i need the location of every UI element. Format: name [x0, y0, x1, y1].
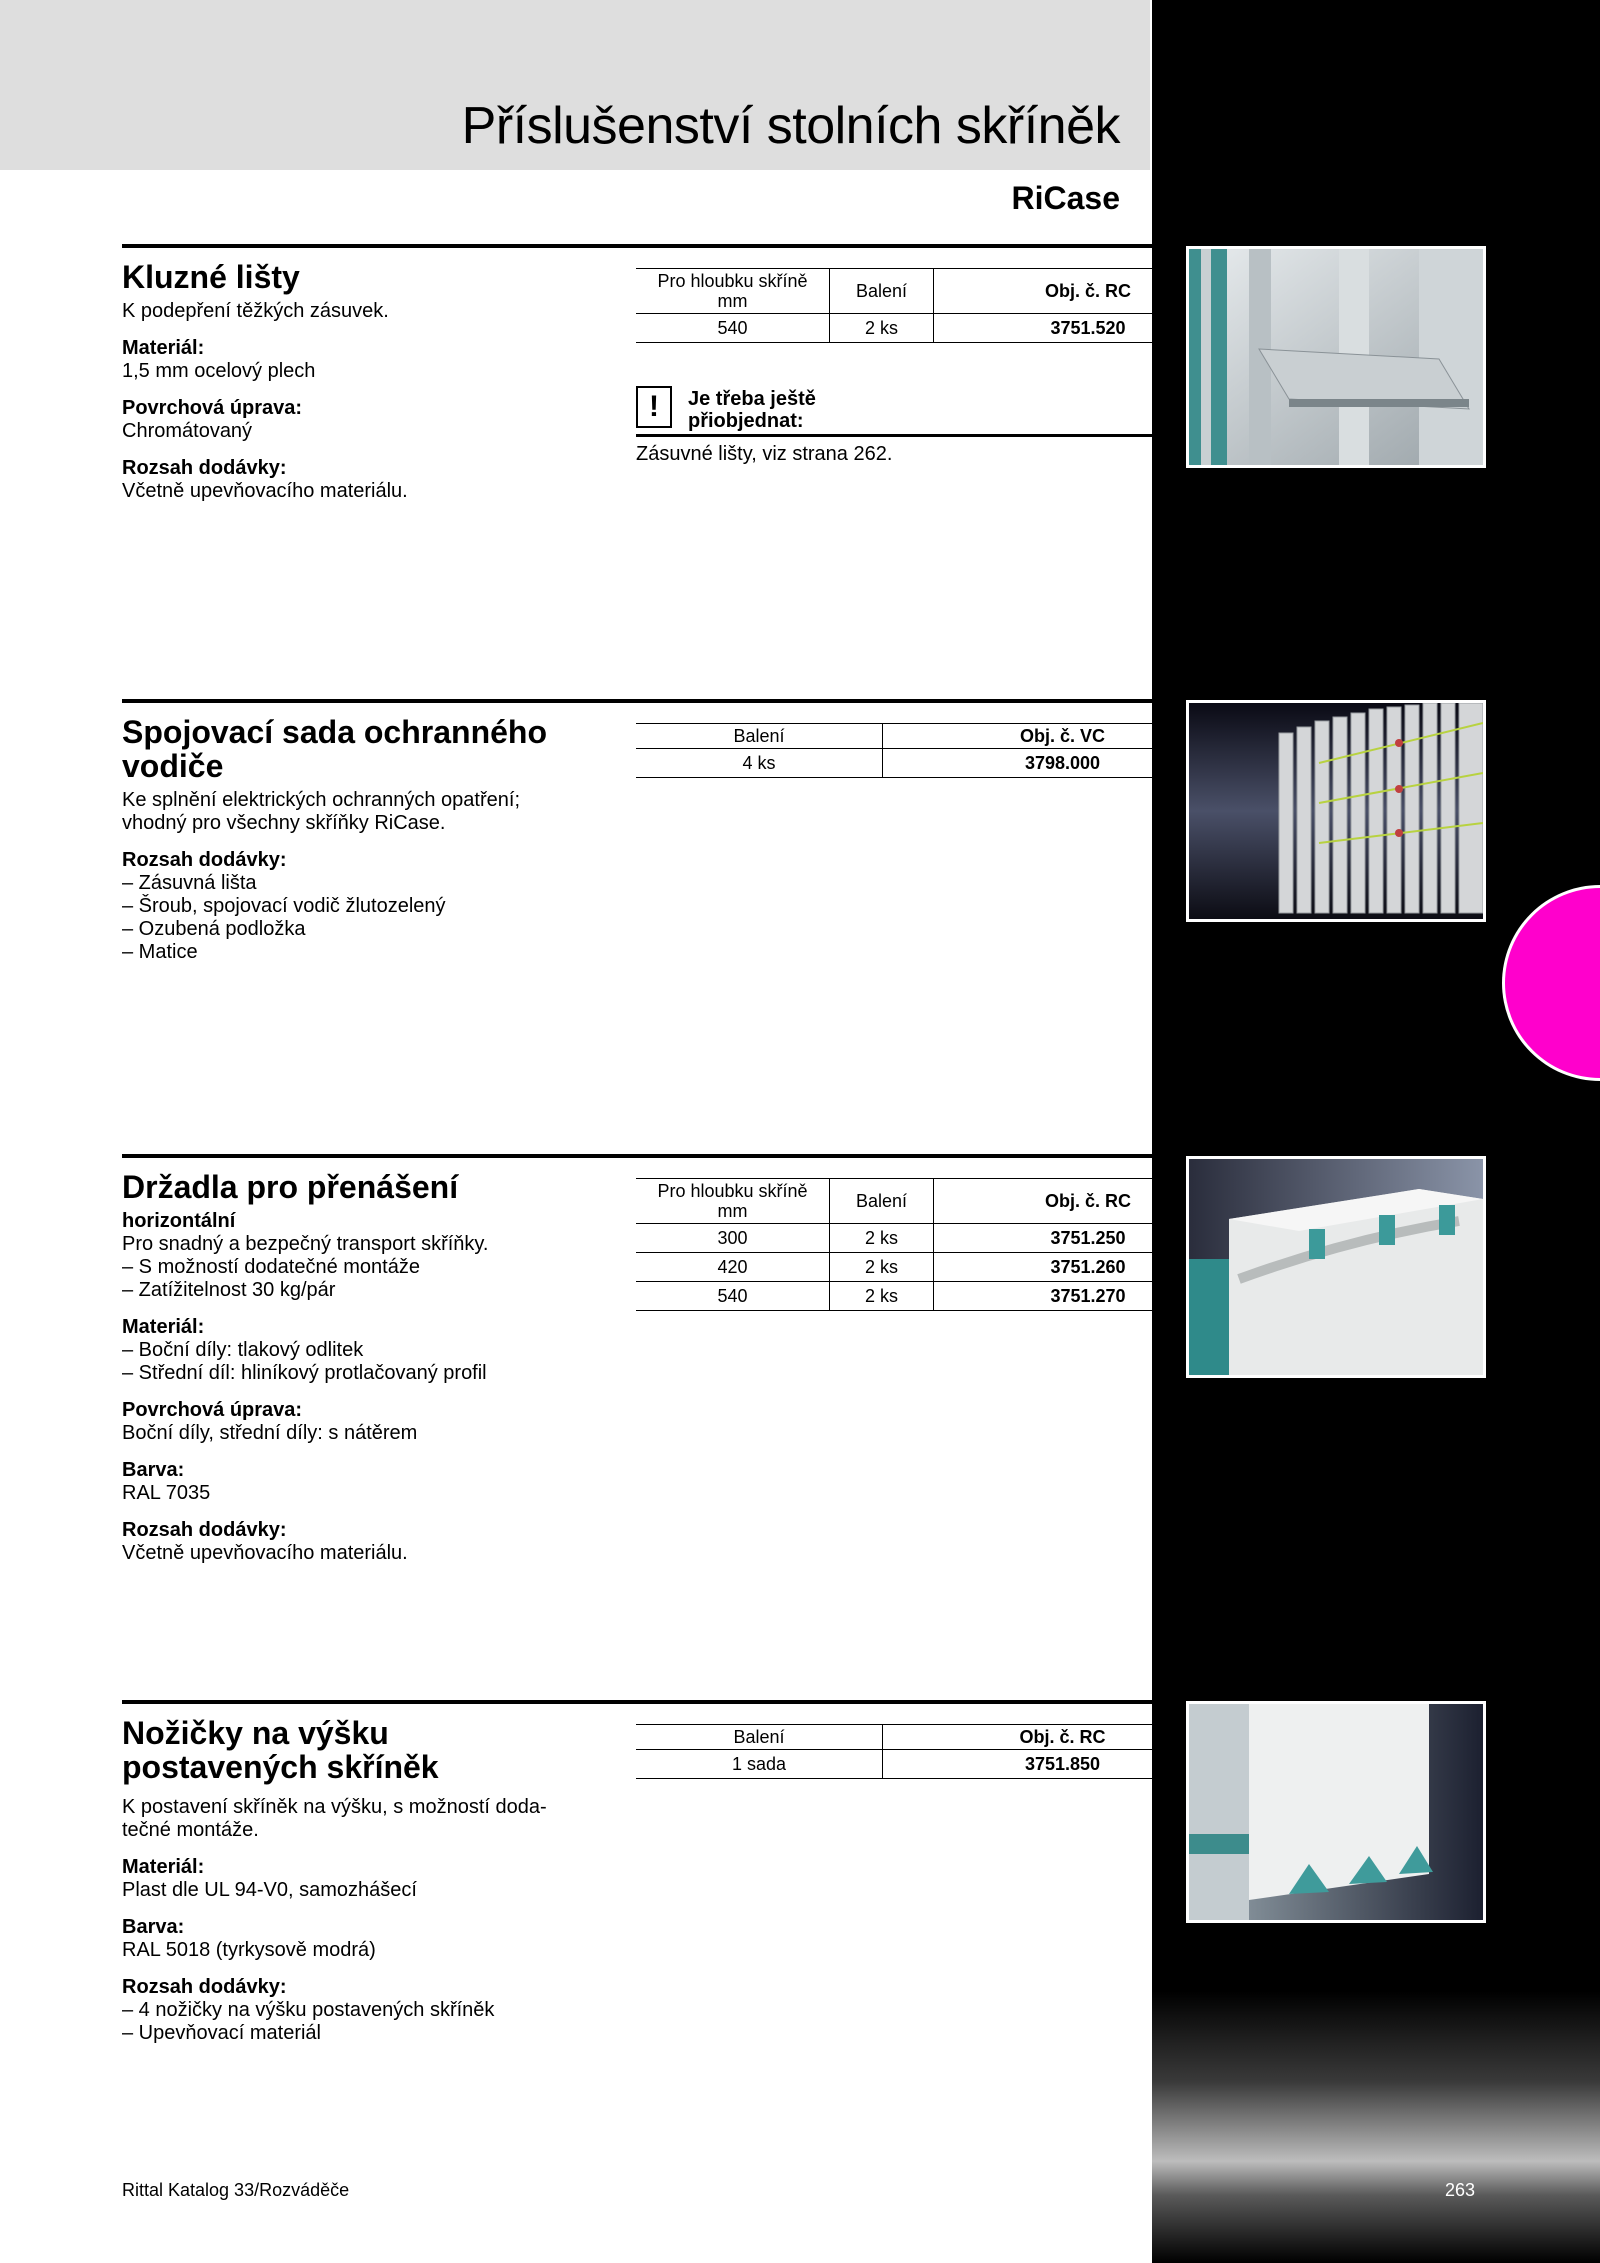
block-heading: Barva:	[122, 1916, 185, 1938]
block-heading: Rozsah dodávky:	[122, 1976, 287, 1998]
table-cell: 420	[636, 1253, 830, 1282]
list-item: – Upevňovací materiál	[122, 2022, 321, 2044]
table-header: Obj. č. RC	[883, 1725, 1243, 1750]
list-item: – Ozubená podložka	[122, 918, 306, 940]
list-item: – Šroub, spojovací vodič žlutozelený	[122, 895, 446, 917]
table-row	[636, 1224, 1242, 1253]
order-table	[636, 1178, 1242, 1311]
table-header: Balení	[636, 724, 883, 749]
section-carrying-handles	[122, 1154, 1152, 1674]
order-table	[636, 723, 1242, 778]
image-feet	[1186, 1701, 1486, 1923]
footer-catalog: Rittal Katalog 33/Rozváděče	[122, 2180, 350, 2200]
section-description	[122, 300, 592, 503]
order-table	[636, 1724, 1242, 1779]
desc-line: vhodný pro všechny skříňky RiCase.	[122, 812, 446, 834]
desc-line: Pro snadný a bezpečný transport skříňky.	[122, 1233, 489, 1255]
section-rule	[122, 1700, 1152, 1704]
section-description	[122, 1796, 592, 2045]
section-title: Nožičky na výšku postavených skříněk	[122, 1715, 439, 1785]
desc-line: tečné montáže.	[122, 1819, 259, 1841]
table-cell: 2 ks	[830, 314, 934, 343]
block-text: 1,5 mm ocelový plech	[122, 360, 316, 382]
list-item: – S možností dodatečné montáže	[122, 1256, 420, 1278]
desc-line: Ke splnění elektrických ochranných opatření;	[122, 789, 520, 811]
table-row	[636, 1750, 1242, 1779]
block-text: Včetně upevňovacího materiálu.	[122, 1542, 408, 1564]
page-title: Příslušenství stolních skříněk	[461, 97, 1120, 155]
list-item: – Matice	[122, 941, 198, 963]
block-heading: Barva:	[122, 1459, 185, 1481]
list-item: – Střední díl: hliníkový protlačovaný profil	[122, 1362, 487, 1384]
table-cell: 2 ks	[830, 1282, 934, 1311]
table-cell: 300	[636, 1224, 830, 1253]
block-text: Boční díly, střední díly: s nátěrem	[122, 1422, 418, 1444]
block-heading: Rozsah dodávky:	[122, 457, 287, 479]
table-cell: 3751.850	[883, 1750, 1243, 1779]
section-slide-rails	[122, 244, 1152, 684]
table-cell: 4 ks	[636, 749, 883, 778]
order-note	[636, 386, 1242, 466]
list-item: – Zatížitelnost 30 kg/pár	[122, 1279, 336, 1301]
section-rule	[122, 244, 1152, 248]
table-cell: 3751.260	[934, 1253, 1243, 1282]
block-heading: Povrchová úprava:	[122, 1399, 303, 1421]
section-rule	[122, 1154, 1152, 1158]
table-row	[636, 314, 1242, 343]
table-header: Balení	[830, 1179, 934, 1224]
desc-line: K podepření těžkých zásuvek.	[122, 300, 389, 322]
block-text: RAL 7035	[122, 1482, 211, 1504]
table-header: Pro hloubku skříně mm	[636, 1179, 830, 1224]
image-earthing-kit	[1186, 700, 1486, 922]
brand-label: RiCase	[1011, 180, 1120, 216]
section-title: Spojovací sada ochranného vodiče	[122, 714, 547, 784]
section-title: Držadla pro přenášení	[122, 1169, 459, 1205]
block-heading: Materiál:	[122, 1856, 205, 1878]
section-subtitle: horizontální	[122, 1210, 236, 1232]
block-text: Plast dle UL 94-V0, samozhášecí	[122, 1879, 417, 1901]
block-heading: Povrchová úprava:	[122, 397, 303, 419]
note-text: Zásuvné lišty, viz strana 262.	[636, 443, 893, 465]
table-header: Obj. č. RC	[934, 269, 1243, 314]
table-header: Balení	[636, 1725, 883, 1750]
desc-line: K postavení skříněk na výšku, s možností doda-	[122, 1796, 547, 1818]
image-slide-rails	[1186, 246, 1486, 468]
table-cell: 3751.520	[934, 314, 1243, 343]
table-row	[636, 1282, 1242, 1311]
table-cell: 540	[636, 1282, 830, 1311]
page-number: 263	[1445, 2180, 1476, 2200]
block-heading: Materiál:	[122, 337, 205, 359]
table-cell: 3798.000	[883, 749, 1243, 778]
table-row	[636, 1253, 1242, 1282]
table-header: Balení	[830, 269, 934, 314]
list-item: – 4 nožičky na výšku postavených skříněk	[122, 1999, 495, 2021]
table-cell: 3751.250	[934, 1224, 1243, 1253]
table-row	[636, 749, 1242, 778]
block-text: Chromátovaný	[122, 420, 253, 442]
list-item: – Zásuvná lišta	[122, 872, 257, 894]
table-header: Obj. č. VC	[883, 724, 1243, 749]
block-text: Včetně upevňovacího materiálu.	[122, 480, 408, 502]
table-cell: 2 ks	[830, 1224, 934, 1253]
block-text: RAL 5018 (tyrkysově modrá)	[122, 1939, 376, 1961]
note-title: Je třeba ještě přiobjednat:	[688, 388, 816, 432]
warning-icon: !	[636, 386, 672, 428]
table-cell: 2 ks	[830, 1253, 934, 1282]
table-header: Obj. č. RC	[934, 1179, 1243, 1224]
section-title: Kluzné lišty	[122, 259, 300, 295]
list-item: – Boční díly: tlakový odlitek	[122, 1339, 364, 1361]
order-table	[636, 268, 1242, 343]
block-heading: Rozsah dodávky:	[122, 1519, 287, 1541]
table-cell: 1 sada	[636, 1750, 883, 1779]
section-rule	[122, 699, 1152, 703]
table-cell: 3751.270	[934, 1282, 1243, 1311]
block-heading: Rozsah dodávky:	[122, 849, 287, 871]
table-cell: 540	[636, 314, 830, 343]
section-earthing-kit	[122, 699, 1152, 1139]
table-header: Pro hloubku skříně mm	[636, 269, 830, 314]
section-description	[122, 1210, 592, 1565]
image-carrying-handles	[1186, 1156, 1486, 1378]
block-heading: Materiál:	[122, 1316, 205, 1338]
section-feet	[122, 1700, 1152, 2080]
section-description	[122, 789, 592, 964]
